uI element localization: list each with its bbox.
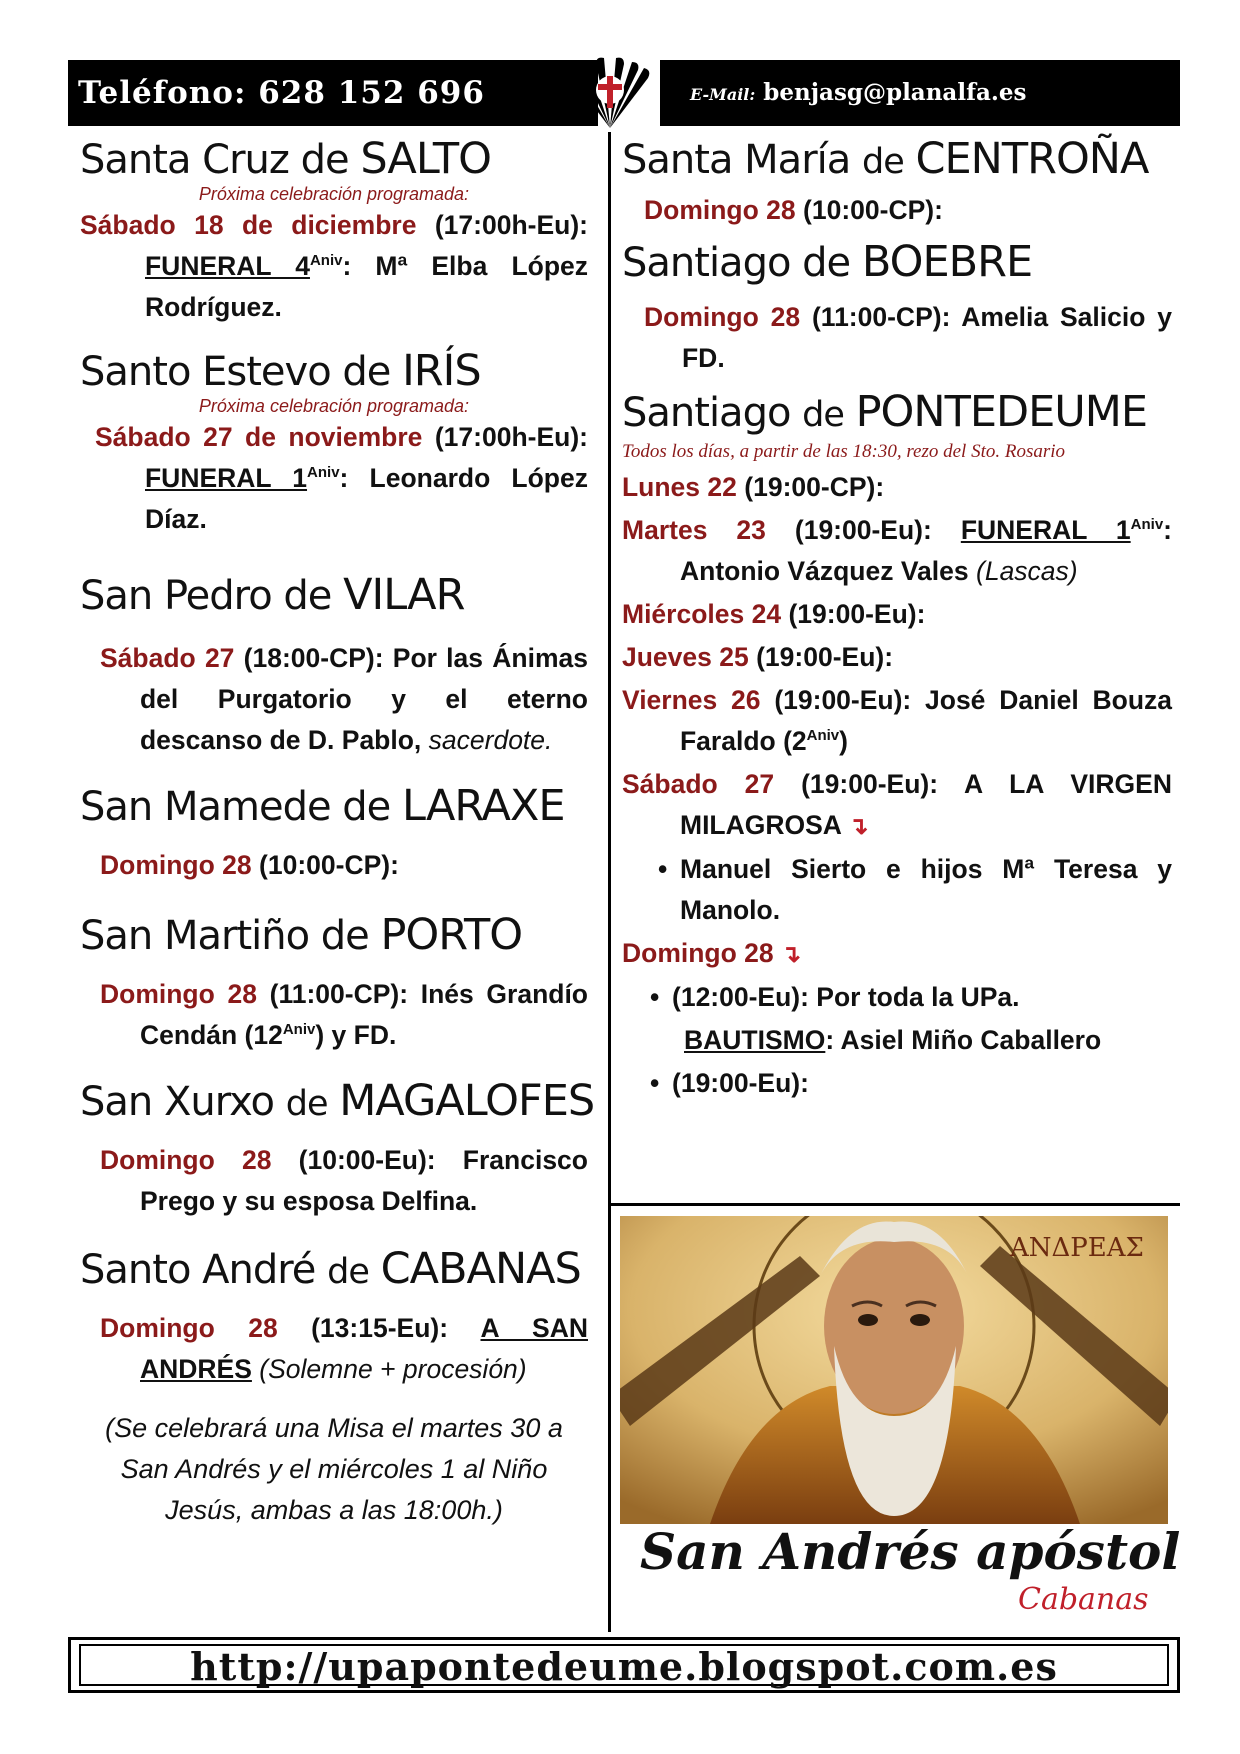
mass-entry: Lunes 22 (19:00-CP): [622, 472, 885, 502]
subtitle: Próxima celebración programada: [198, 396, 470, 416]
parish-title-laraxe: San Mamede de LARAXE [80, 781, 565, 831]
parish-title-vilar: San Pedro de VILAR [80, 570, 465, 620]
parish-title-iris: Santo Estevo de IRÍS [80, 346, 481, 396]
email-text[interactable]: benjasg@planalfa.es [763, 79, 1027, 106]
mass-entry: Domingo 28 ↴ [622, 938, 802, 968]
image-divider [608, 1203, 1180, 1206]
parish-title-salto: Santa Cruz de SALTO [80, 134, 491, 184]
mass-entry: Sábado 27 de noviembre (17:00h-Eu): FUNERAL $1^{Aniv}$: Leonardo López Díaz. [95, 422, 588, 534]
parish-title-pontedeume: Santiago de PONTEDEUME [622, 387, 1148, 437]
mass-entry: Domingo 28 (10:00-Eu): Francisco Prego y su esposa Delfina. [100, 1145, 588, 1216]
saint-place: Cabanas [1018, 1582, 1149, 1617]
baptism-entry: BAUTISMO: Asiel Miño Caballero [684, 1025, 1102, 1055]
mass-entry: Domingo 28 (13:15-Eu): A SAN ANDRÉS (Solemne + procesión) [100, 1313, 588, 1384]
blog-url-box[interactable] [68, 1637, 1180, 1693]
mass-entry: Domingo 28 (11:00-CP): Inés Grandío Cendán $(12^{Aniv})$ y FD. [100, 979, 588, 1050]
note-text: (Se celebrará una Misa el martes 30 a San Andrés y el miércoles 1 al Niño Jesús, ambas a las 18:00h.) [105, 1413, 563, 1525]
mass-entry: Sábado 18 de diciembre (17:00h-Eu): FUNERAL $4^{Aniv}$: Mª Elba López Rodríguez. [80, 210, 588, 322]
parish-title-magalofes: San Xurxo de MAGALOFES [80, 1076, 595, 1126]
saint-caption: San Andrés apóstol [640, 1522, 1181, 1581]
phone-bar [68, 60, 598, 126]
list-item: • Manuel Sierto e hijos Mª Teresa y Manolo. [652, 849, 1172, 931]
mass-entry: Domingo 28 (10:00-CP): [644, 195, 943, 225]
mass-entry: Sábado 27 (18:00-CP): Por las Ánimas del Purgatorio y el eterno descanso de D. Pablo, sacerdote. [100, 643, 588, 755]
shell-cross-logo-icon [562, 56, 658, 132]
column-divider [608, 132, 611, 1632]
mass-entry: Martes 23 (19:00-Eu): FUNERAL $1^{Aniv}$: Antonio Vázquez Vales (Lascas) [622, 515, 1172, 586]
list-item: • (12:00-Eu): Por toda la UPa. [644, 977, 1172, 1018]
left-column [80, 130, 595, 1531]
inscription: ΑΝΔΡΕΑΣ [1010, 1233, 1144, 1263]
blog-url[interactable]: http://upapontedeume.blogspot.com.es [79, 1644, 1169, 1686]
list-item: • (19:00-Eu): [644, 1063, 1172, 1104]
right-column [622, 130, 1172, 1104]
arrow-down-icon: ↴ [848, 813, 869, 840]
parish-title-boebre: Santiago de BOEBRE [622, 237, 1033, 287]
email-bar [660, 60, 1180, 126]
mass-entry: Sábado 27 (19:00-Eu): A LA VIRGEN MILAGROSA ↴ [622, 769, 1172, 840]
mass-entry: Jueves 25 (19:00-Eu): [622, 642, 894, 672]
mass-entry: Miércoles 24 (19:00-Eu): [622, 599, 926, 629]
email-label: E-Mail: [690, 85, 756, 104]
mass-entry: Domingo 28 (10:00-CP): [100, 850, 399, 880]
arrow-down-icon: ↴ [781, 941, 802, 968]
phone-text: Teléfono: 628 152 696 [78, 75, 485, 111]
parish-title-centrona: Santa María de CENTROÑA [622, 134, 1149, 184]
mass-entry: Domingo 28 (11:00-CP): Amelia Salicio y FD. [644, 302, 1172, 373]
parish-title-cabanas: Santo André de CABANAS [80, 1244, 581, 1294]
saint-andrew-icon-image [620, 1216, 1168, 1524]
subtitle: Próxima celebración programada: [198, 184, 470, 204]
mass-entry: Viernes 26 (19:00-Eu): José Daniel Bouza Faraldo $(2^{Aniv})$ [622, 685, 1172, 756]
parish-title-porto: San Martiño de PORTO [80, 910, 523, 960]
rosary-note: Todos los días, a partir de las 18:30, rezo del Sto. Rosario [622, 441, 1066, 462]
